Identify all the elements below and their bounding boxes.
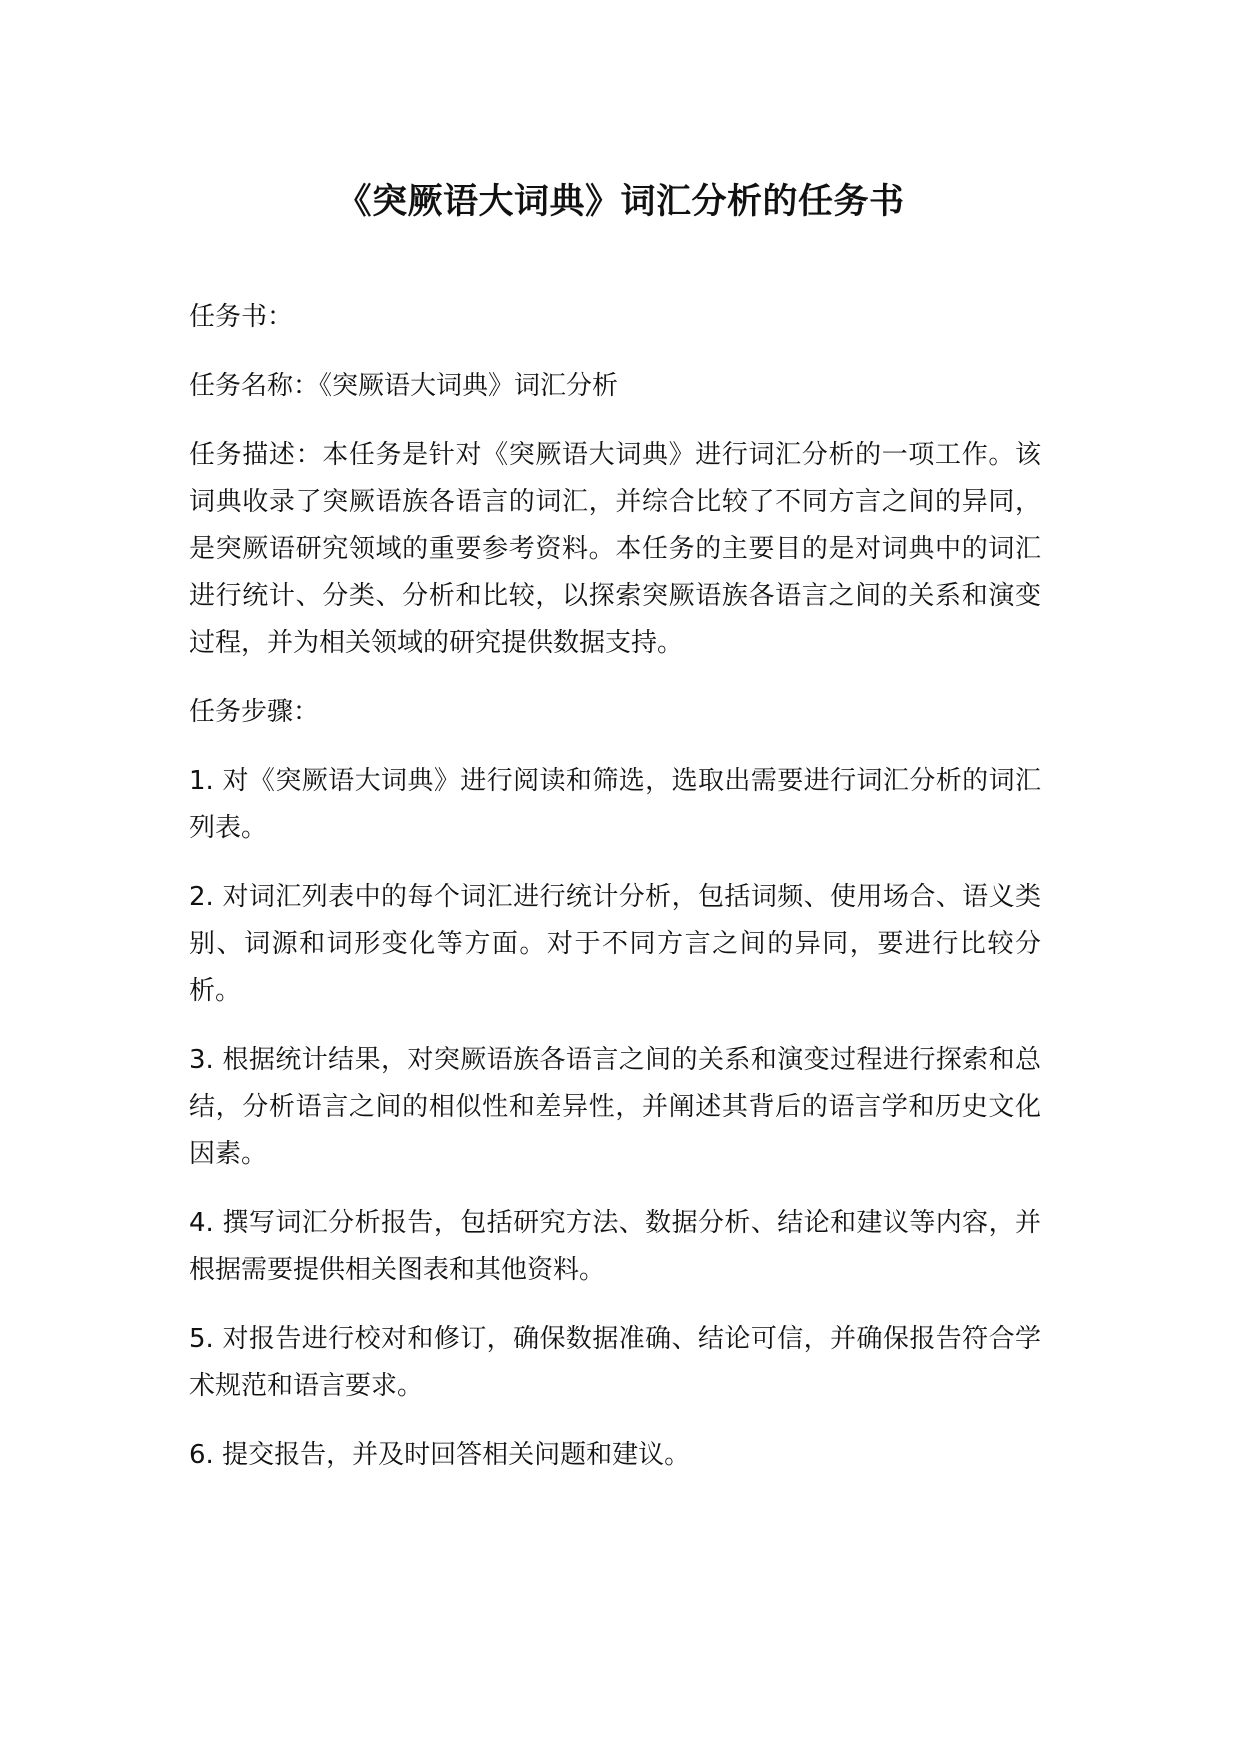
step-item: 3. 根据统计结果，对突厥语族各语言之间的关系和演变过程进行探索和总结，分析语言之间的相似性和差异性，并阐述其背后的语言学和历史文化因素。 — [189, 1045, 1041, 1169]
section-heading: 任务书： — [189, 302, 294, 332]
step-item: 5. 对报告进行校对和修订，确保数据准确、结论可信，并确保报告符合学术规范和语言要求。 — [189, 1324, 1041, 1401]
steps-heading: 任务步骤： — [189, 697, 320, 727]
step-item: 2. 对词汇列表中的每个词汇进行统计分析，包括词频、使用场合、语义类别、词源和词形变化等方面。对于不同方言之间的异同，要进行比较分析。 — [189, 882, 1041, 1006]
document-body — [189, 294, 1041, 1501]
step-item: 1. 对《突厥语大词典》进行阅读和筛选，选取出需要进行词汇分析的词汇列表。 — [189, 766, 1041, 843]
step-item: 6. 提交报告，并及时回答相关问题和建议。 — [189, 1440, 691, 1470]
step-item: 4. 撰写词汇分析报告，包括研究方法、数据分析、结论和建议等内容，并根据需要提供相关图表和其他资料。 — [189, 1208, 1041, 1285]
document-title: 《突厥语大词典》词汇分析的任务书 — [336, 182, 905, 222]
task-name: 任务名称：《突厥语大词典》词汇分析 — [189, 371, 619, 401]
task-description: 任务描述：本任务是针对《突厥语大词典》进行词汇分析的一项工作。该词典收录了突厥语族各语言的词汇，并综合比较了不同方言之间的异同，是突厥语研究领域的重要参考资料。本任务的主要目的是对词典中的词汇进行统计、分类、分析和比较，以探索突厥语族各语言之间的关系和演变过程，并为相关领域的研究提供数据支持。 — [189, 440, 1041, 658]
